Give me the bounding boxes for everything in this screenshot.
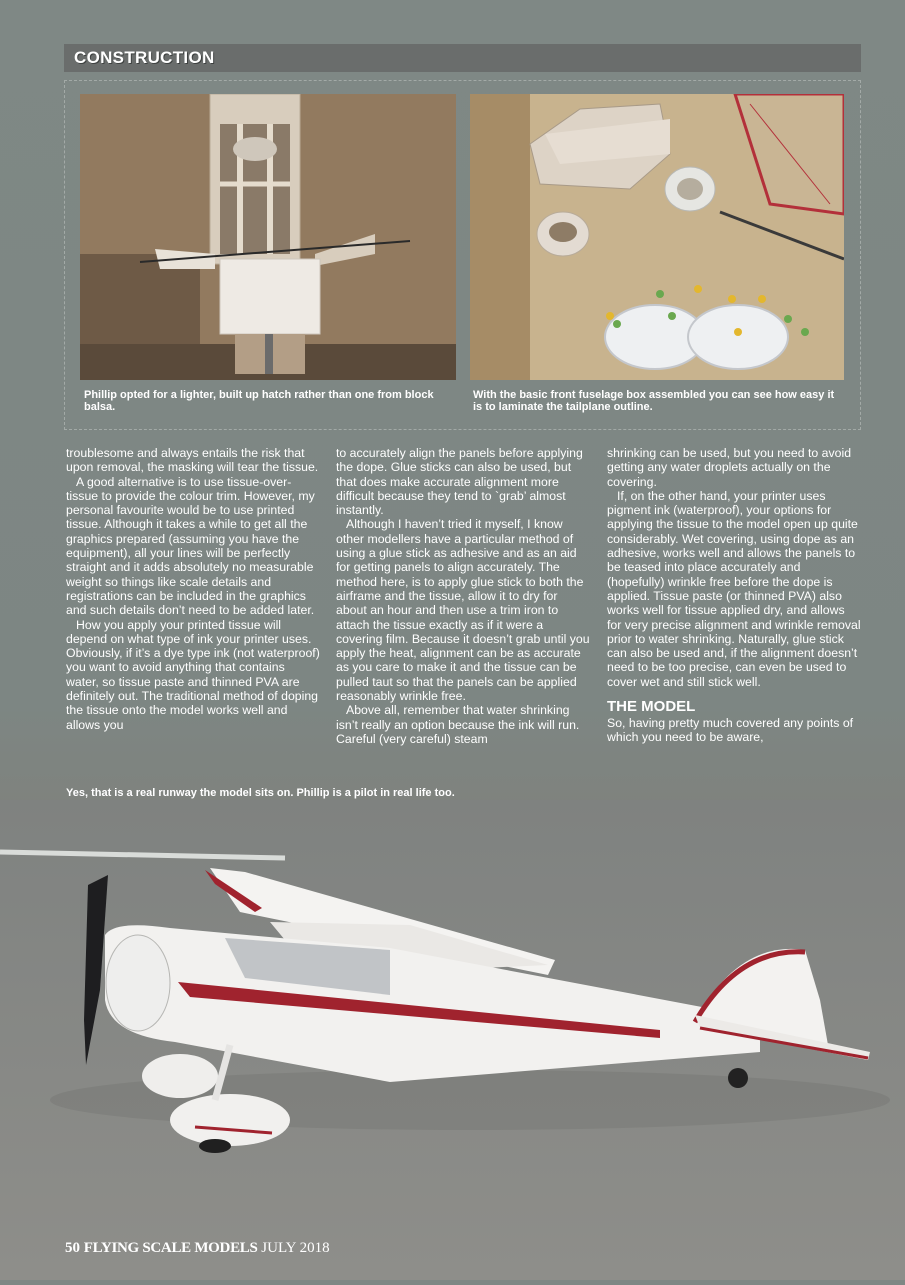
section-title: CONSTRUCTION <box>74 48 215 67</box>
fuselage-photo-caption: With the basic front fuselage box assembled you can see how easy it is to laminate the tailplane outline. <box>473 389 835 413</box>
fuselage-photo <box>470 94 844 380</box>
paragraph: troublesome and always entails the risk that upon removal, the masking will tear the tissue. <box>66 446 319 475</box>
magazine-name: FLYING SCALE MODELS <box>83 1240 258 1256</box>
fuselage-photo-image <box>470 94 844 380</box>
page-footer <box>65 1240 330 1257</box>
paragraph: How you apply your printed tissue will depend on what type of ink your printer uses. Obviously, if it’s a dye type ink (not waterproof) you want to avoid anything that contains water, so tissue paste and thinned PVA are definitely out. The traditional method of doping the tissue onto the model works well and allows you <box>66 617 320 732</box>
paragraph: A good alternative is to use tissue-over-tissue to provide the colour trim. However, my personal favourite would be to use printed tissue. Although it takes a while to get all the graphics prepared (assuming you have the equipment), all your lines will be perfectly straight and it adds absolutely no measurable weight so things like scale details and registrations can be included in the graphics and such details don’t need to be added later. <box>66 474 315 618</box>
runway-photo-image <box>0 800 905 1280</box>
page-number: 50 <box>65 1240 80 1256</box>
runway-photo-caption: Yes, that is a real runway the model sits on. Phillip is a pilot in real life too. <box>66 787 455 799</box>
issue-date: JULY 2018 <box>261 1240 330 1256</box>
paragraph: So, having pretty much covered any points of which you need to be aware, <box>607 716 854 745</box>
photo-panel <box>64 80 861 430</box>
paragraph: Above all, remember that water shrinking isn’t really an option because the ink will run. Careful (very careful) steam <box>336 703 580 746</box>
hatch-photo <box>80 94 456 380</box>
subheading: THE MODEL <box>607 698 696 716</box>
section-header <box>64 44 861 72</box>
article-column-3 <box>607 446 861 745</box>
paragraph: If, on the other hand, your printer uses pigment ink (waterproof), your options for applying the tissue to the model open up quite considerably. Wet covering, using dope as an adhesive, works well and allows the panels to be teased into place accurately and (hopefully) wrinkle free before the dope is applied. Tissue paste (or thinned PVA) also works well for tissue applied dry, and allows for very precise alignment and wrinkle removal prior to water shrinking. Naturally, glue stick can also be used and, if the alignment doesn’t need to be too precise, can even be used to cover wet and still stick well. <box>607 488 861 689</box>
paragraph: to accurately align the panels before applying the dope. Glue sticks can also be used, but that does make accurate alignment more difficult because they tend to `grab’ almost instantly. <box>336 446 583 518</box>
paragraph: Although I haven’t tried it myself, I know other modellers have a particular method of using a glue stick as adhesive and as an aid for getting panels to align accurately. The method here, is to apply glue stick to both the airframe and the tissue, allow it to dry for about an hour and then use a trim iron to attach the tissue exactly as if it were a covering film. Because it doesn’t grab until you apply the heat, alignment can be as accurate as you care to make it and the tissue can be pulled taut so that the panels can be applied reasonably wrinkle free. <box>336 517 590 704</box>
paragraph: shrinking can be used, but you need to avoid getting any water droplets actually on the covering. <box>607 446 852 489</box>
article-column-2 <box>336 446 590 746</box>
article-column-1 <box>66 446 320 732</box>
runway-photo <box>0 800 905 1280</box>
hatch-photo-image <box>80 94 456 380</box>
hatch-photo-caption: Phillip opted for a lighter, built up hatch rather than one from block balsa. <box>84 389 434 413</box>
